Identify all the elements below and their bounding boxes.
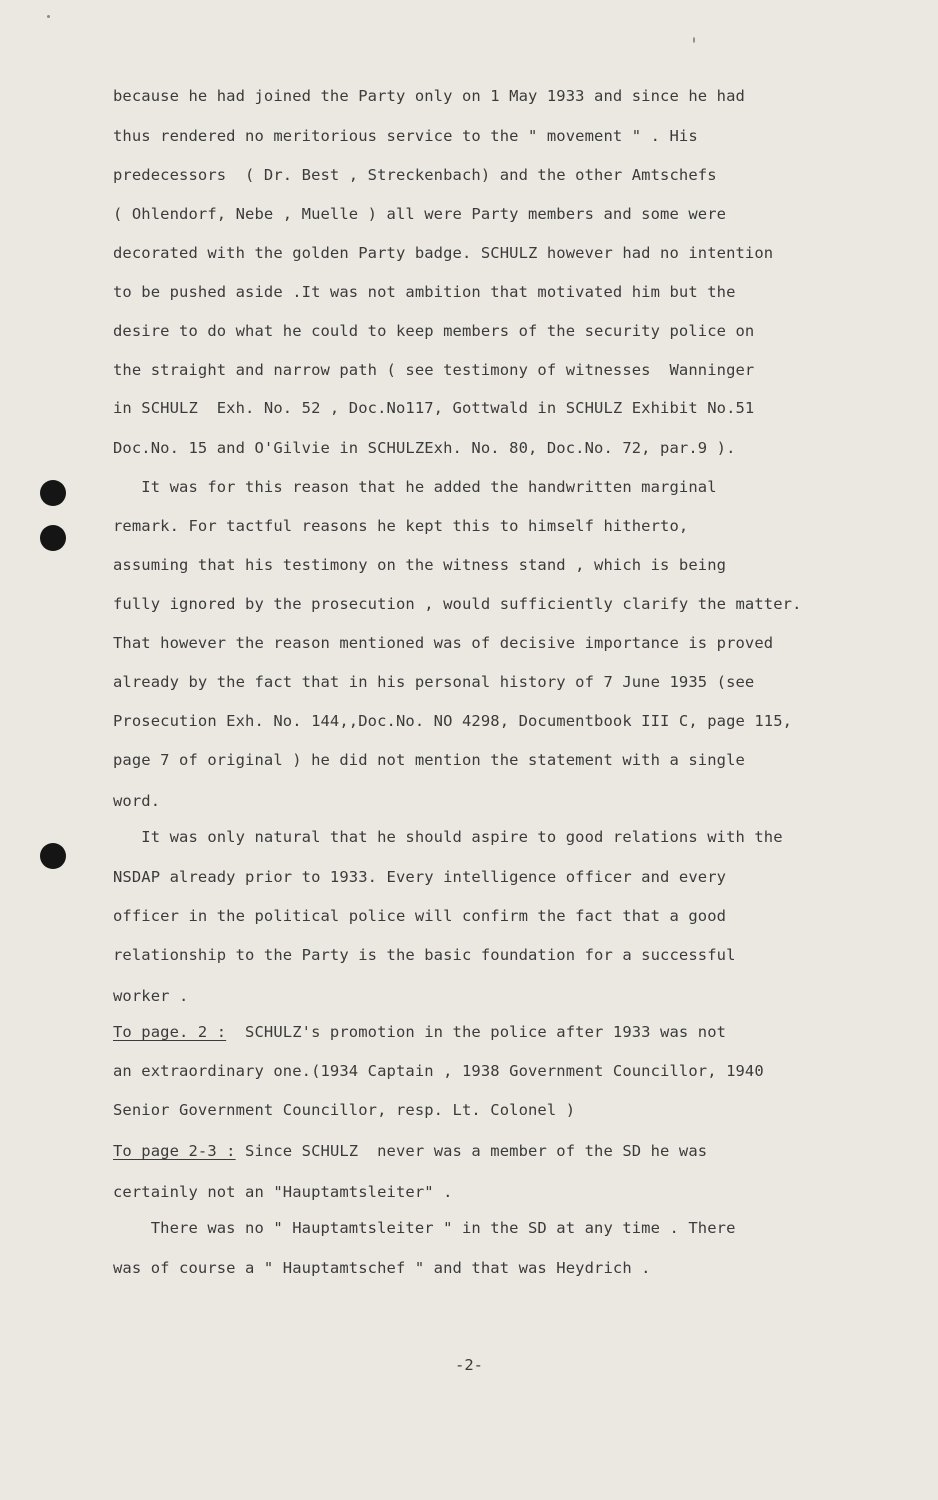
- text-line: worker .: [113, 987, 189, 1005]
- text-line: the straight and narrow path ( see testimony of witnesses Wanninger: [113, 361, 755, 379]
- section-heading: To page 2-3 :: [113, 1142, 236, 1160]
- text-line: an extraordinary one.(1934 Captain , 1938 Government Councillor, 1940: [113, 1062, 764, 1080]
- section-line: [113, 1022, 726, 1042]
- text-line: predecessors ( Dr. Best , Streckenbach) and the other Amtschefs: [113, 166, 717, 184]
- page-number: -2-: [455, 1356, 483, 1374]
- text-line: was of course a " Hauptamtschef " and that was Heydrich .: [113, 1259, 651, 1277]
- text-line: Senior Government Councillor, resp. Lt. Colonel ): [113, 1101, 576, 1119]
- ink-speck: [47, 15, 50, 18]
- text-line: word.: [113, 792, 161, 810]
- text-line: Doc.No. 15 and O'Gilvie in SCHULZExh. No. 80, Doc.No. 72, par.9 ).: [113, 439, 736, 457]
- text-line: thus rendered no meritorious service to the " movement " . His: [113, 127, 698, 145]
- punch-hole: [40, 525, 66, 551]
- text-line: remark. For tactful reasons he kept this to himself hitherto,: [113, 517, 689, 535]
- text-line: Prosecution Exh. No. 144,,Doc.No. NO 4298, Documentbook III C, page 115,: [113, 712, 793, 730]
- section-text: Since SCHULZ never was a member of the SD he was: [235, 1142, 708, 1160]
- text-line: decorated with the golden Party badge. SCHULZ however had no intention: [113, 244, 774, 262]
- text-line: to be pushed aside .It was not ambition that motivated him but the: [113, 283, 736, 301]
- text-line: It was only natural that he should aspire to good relations with the: [113, 828, 783, 846]
- text-line: already by the fact that in his personal history of 7 June 1935 (see: [113, 673, 755, 691]
- section-text: SCHULZ's promotion in the police after 1933 was not: [226, 1023, 727, 1041]
- text-line: fully ignored by the prosecution , would sufficiently clarify the matter.: [113, 595, 802, 613]
- punch-hole: [40, 843, 66, 869]
- section-line: [113, 1141, 707, 1161]
- text-line: officer in the political police will confirm the fact that a good: [113, 907, 727, 925]
- text-line: desire to do what he could to keep members of the security police on: [113, 322, 755, 340]
- text-line: because he had joined the Party only on 1 May 1933 and since he had: [113, 87, 745, 105]
- text-line: ( Ohlendorf, Nebe , Muelle ) all were Party members and some were: [113, 205, 727, 223]
- text-line: page 7 of original ) he did not mention the statement with a single: [113, 751, 745, 769]
- text-line: assuming that his testimony on the witness stand , which is being: [113, 556, 727, 574]
- text-line: certainly not an "Hauptamtsleiter" .: [113, 1183, 453, 1201]
- section-heading: To page. 2 :: [113, 1023, 227, 1041]
- punch-hole: [40, 480, 66, 506]
- text-line: NSDAP already prior to 1933. Every intelligence officer and every: [113, 868, 727, 886]
- text-line: There was no " Hauptamtsleiter " in the SD at any time . There: [113, 1219, 736, 1237]
- text-line: relationship to the Party is the basic foundation for a successful: [113, 946, 736, 964]
- text-line: It was for this reason that he added the handwritten marginal: [113, 478, 717, 496]
- text-line: in SCHULZ Exh. No. 52 , Doc.No117, Gottwald in SCHULZ Exhibit No.51: [113, 399, 755, 417]
- text-line: That however the reason mentioned was of decisive importance is proved: [113, 634, 774, 652]
- ink-speck: [693, 37, 695, 43]
